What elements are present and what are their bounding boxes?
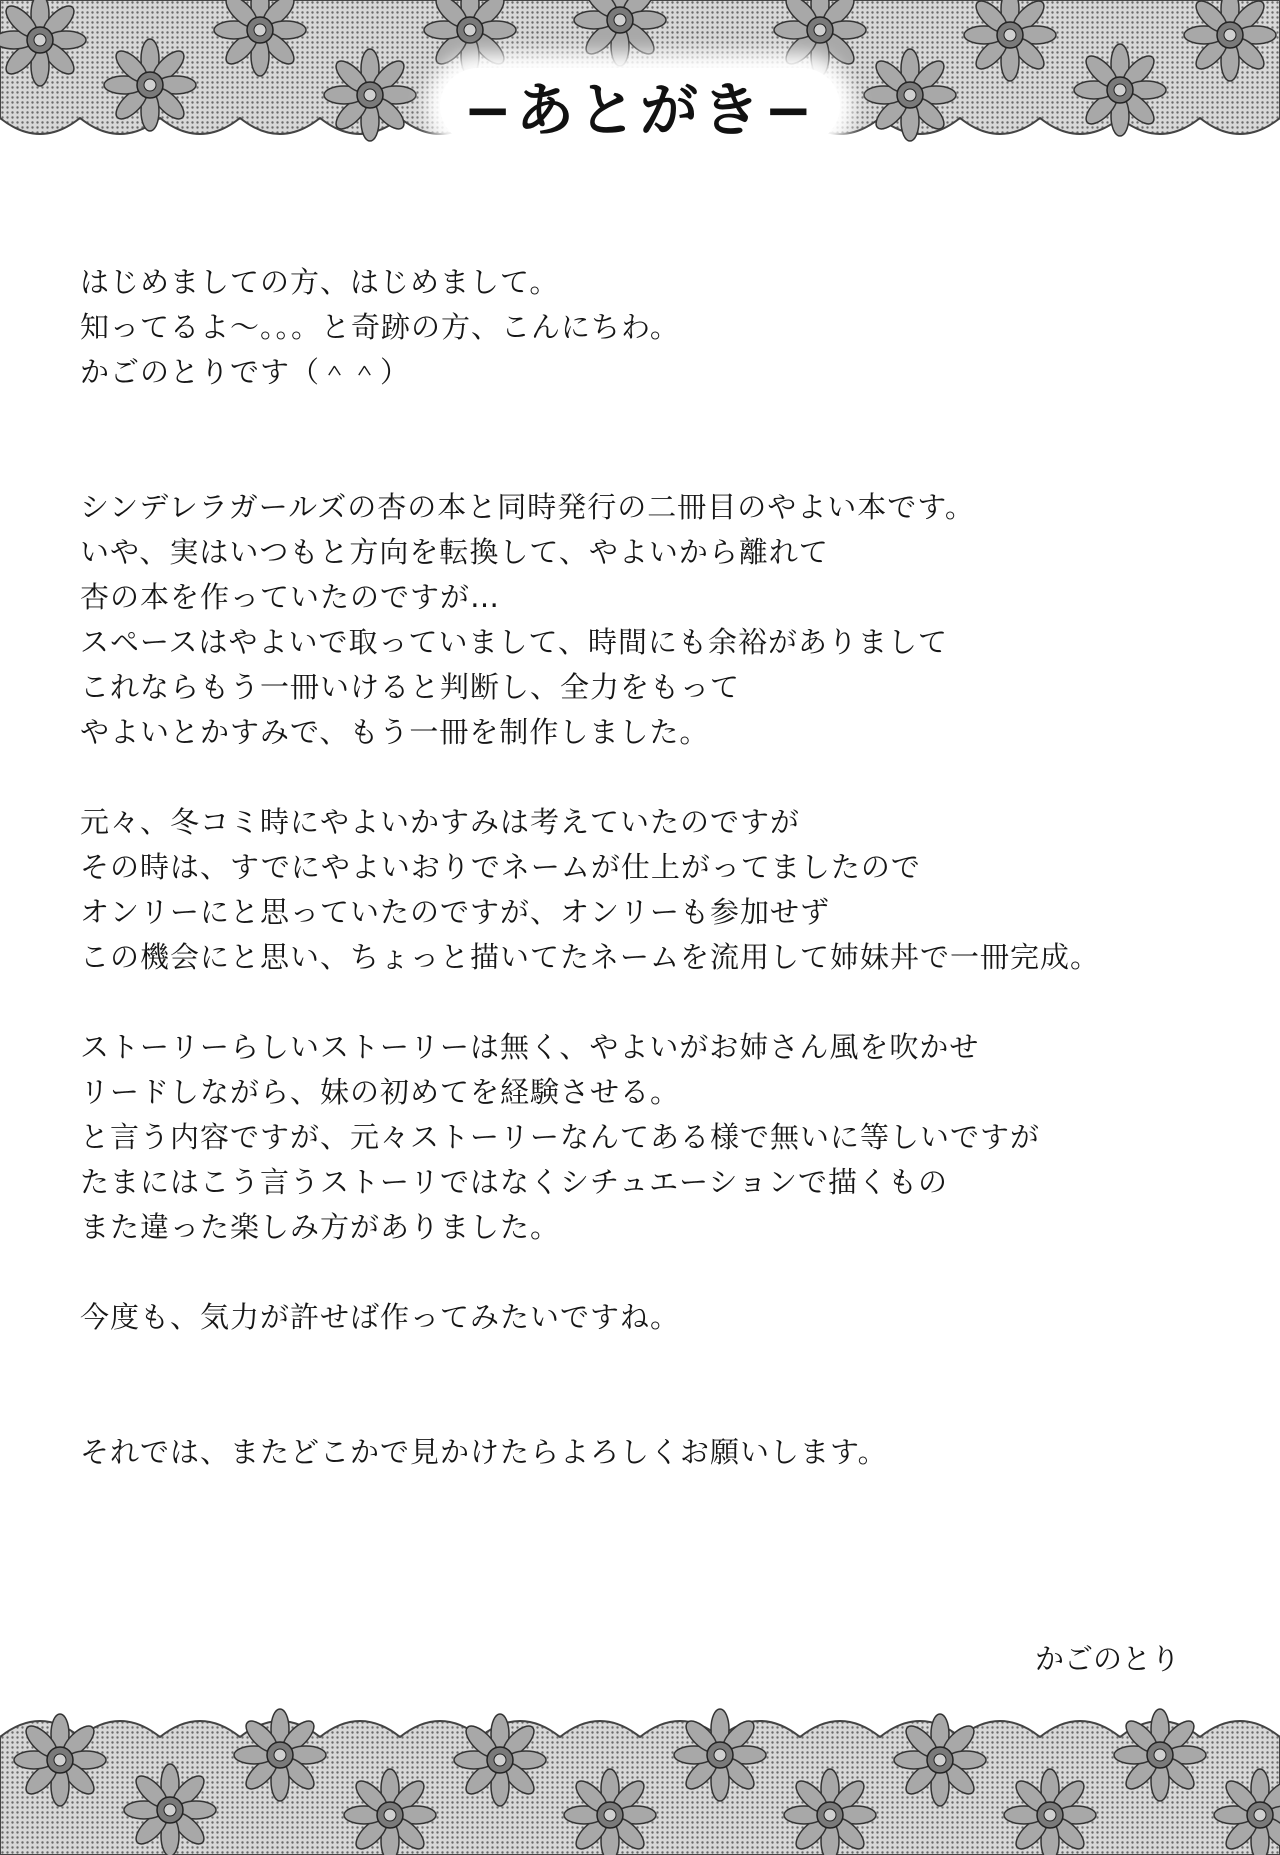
paragraph-gap bbox=[80, 395, 1220, 485]
text-line: これならもう一冊いけると判断し、全力をもって bbox=[80, 670, 741, 704]
paragraph bbox=[80, 800, 1220, 980]
text-line: 今度も、気力が許せば作ってみたいですね。 bbox=[80, 1300, 681, 1334]
text-line: また違った楽しみ方がありました。 bbox=[80, 1210, 561, 1244]
lace-border-bottom bbox=[0, 1690, 1280, 1855]
text-line: 元々、冬コミ時にやよいかすみは考えていたのですが bbox=[80, 805, 801, 839]
paragraph bbox=[80, 485, 1220, 755]
paragraph-gap bbox=[80, 1340, 1220, 1430]
text-line: オンリーにと思っていたのですが、オンリーも参加せず bbox=[80, 895, 831, 929]
text-line: スペースはやよいで取っていまして、時間にも余裕がありまして bbox=[80, 625, 948, 659]
text-line: いや、実はいつもと方向を転換して、やよいから離れて bbox=[80, 535, 829, 569]
text-line: シンデレラガールズの杏の本と同時発行の二冊目のやよい本です。 bbox=[80, 490, 975, 524]
text-line: ストーリーらしいストーリーは無く、やよいがお姉さん風を吹かせ bbox=[80, 1030, 980, 1064]
page-title: −あとがき− bbox=[463, 76, 817, 144]
paragraph-gap bbox=[80, 755, 1220, 800]
paragraph bbox=[80, 1295, 1220, 1340]
text-line: と言う内容ですが、元々ストーリーなんてある様で無いに等しいですが bbox=[80, 1120, 1041, 1154]
afterword-body bbox=[80, 260, 1220, 1475]
text-line: 杏の本を作っていたのですが… bbox=[80, 580, 501, 614]
text-line: かごのとりです（＾＾） bbox=[80, 355, 411, 389]
paragraph-gap bbox=[80, 980, 1220, 1025]
text-line: たまにはこう言うストーリではなくシチュエーションで描くもの bbox=[80, 1165, 948, 1199]
paragraph bbox=[80, 1025, 1220, 1250]
text-line: やよいとかすみで、もう一冊を制作しました。 bbox=[80, 715, 710, 749]
paragraph-gap bbox=[80, 1250, 1220, 1295]
title-area bbox=[440, 60, 840, 150]
text-line: その時は、すでにやよいおりでネームが仕上がってましたので bbox=[80, 850, 921, 884]
text-line: それでは、またどこかで見かけたらよろしくお願いします。 bbox=[80, 1435, 888, 1469]
paragraph bbox=[80, 1430, 1220, 1475]
author-signature: かごのとり bbox=[1034, 1642, 1180, 1676]
text-line: 知ってるよ〜。。。と奇跡の方、こんにちわ。 bbox=[80, 310, 680, 344]
text-line: リードしながら、妹の初めてを経験させる。 bbox=[80, 1075, 681, 1109]
text-line: はじめましての方、はじめまして。 bbox=[80, 265, 560, 299]
paragraph bbox=[80, 260, 1220, 395]
text-line: この機会にと思い、ちょっと描いてたネームを流用して姉妹丼で一冊完成。 bbox=[80, 940, 1101, 974]
